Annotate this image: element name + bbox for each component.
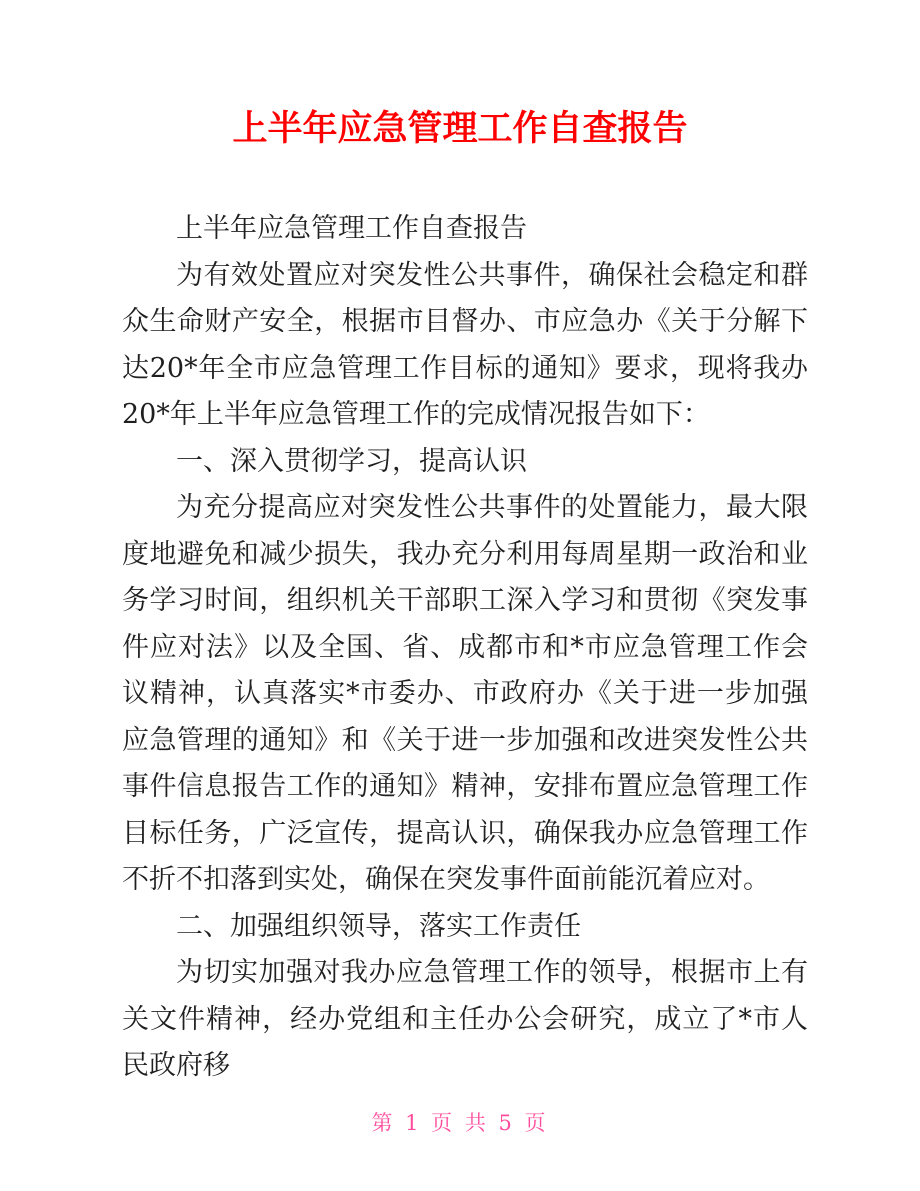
paragraph-section-2-body: 为切实加强对我办应急管理工作的领导，根据市上有关文件精神，经办党组和主任办公会研究，成立了*市人民政府移: [122, 957, 808, 1081]
page-footer: [0, 1110, 920, 1136]
document-body: [122, 206, 808, 1090]
document-title: 上半年应急管理工作自查报告: [232, 109, 688, 149]
paragraph-subtitle: 上半年应急管理工作自查报告: [176, 213, 527, 244]
paragraph-intro: 为有效处置应对突发性公共事件，确保社会稳定和群众生命财产安全，根据市目督办、市应急办《关于分解下达20*年全市应急管理工作目标的通知》要求，现将我办20*年上半年应急管理工作的完成情况报告如下：: [122, 259, 808, 430]
paragraph-section-1-heading: 一、深入贯彻学习，提高认识: [176, 445, 527, 477]
page-number-text: 第 1 页 共 5 页: [371, 1111, 549, 1135]
paragraph-section-2-heading: 二、加强组织领导，落实工作责任: [176, 910, 581, 942]
paragraph-section-1-body: 为充分提高应对突发性公共事件的处置能力，最大限度地避免和减少损失，我办充分利用每周星期一政治和业务学习时间，组织机关干部职工深入学习和贯彻《突发事件应对法》以及全国、省、成都市和*市应急管理工作会议精神，认真落实*市委办、市政府办《关于进一步加强应急管理的通知》和《关于进一步加强和改进突发性公共事件信息报告工作的通知》精神，安排布置应急管理工作目标任务，广泛宣传，提高认识，确保我办应急管理工作不折不扣落到实处，确保在突发事件面前能沉着应对。: [122, 492, 808, 895]
